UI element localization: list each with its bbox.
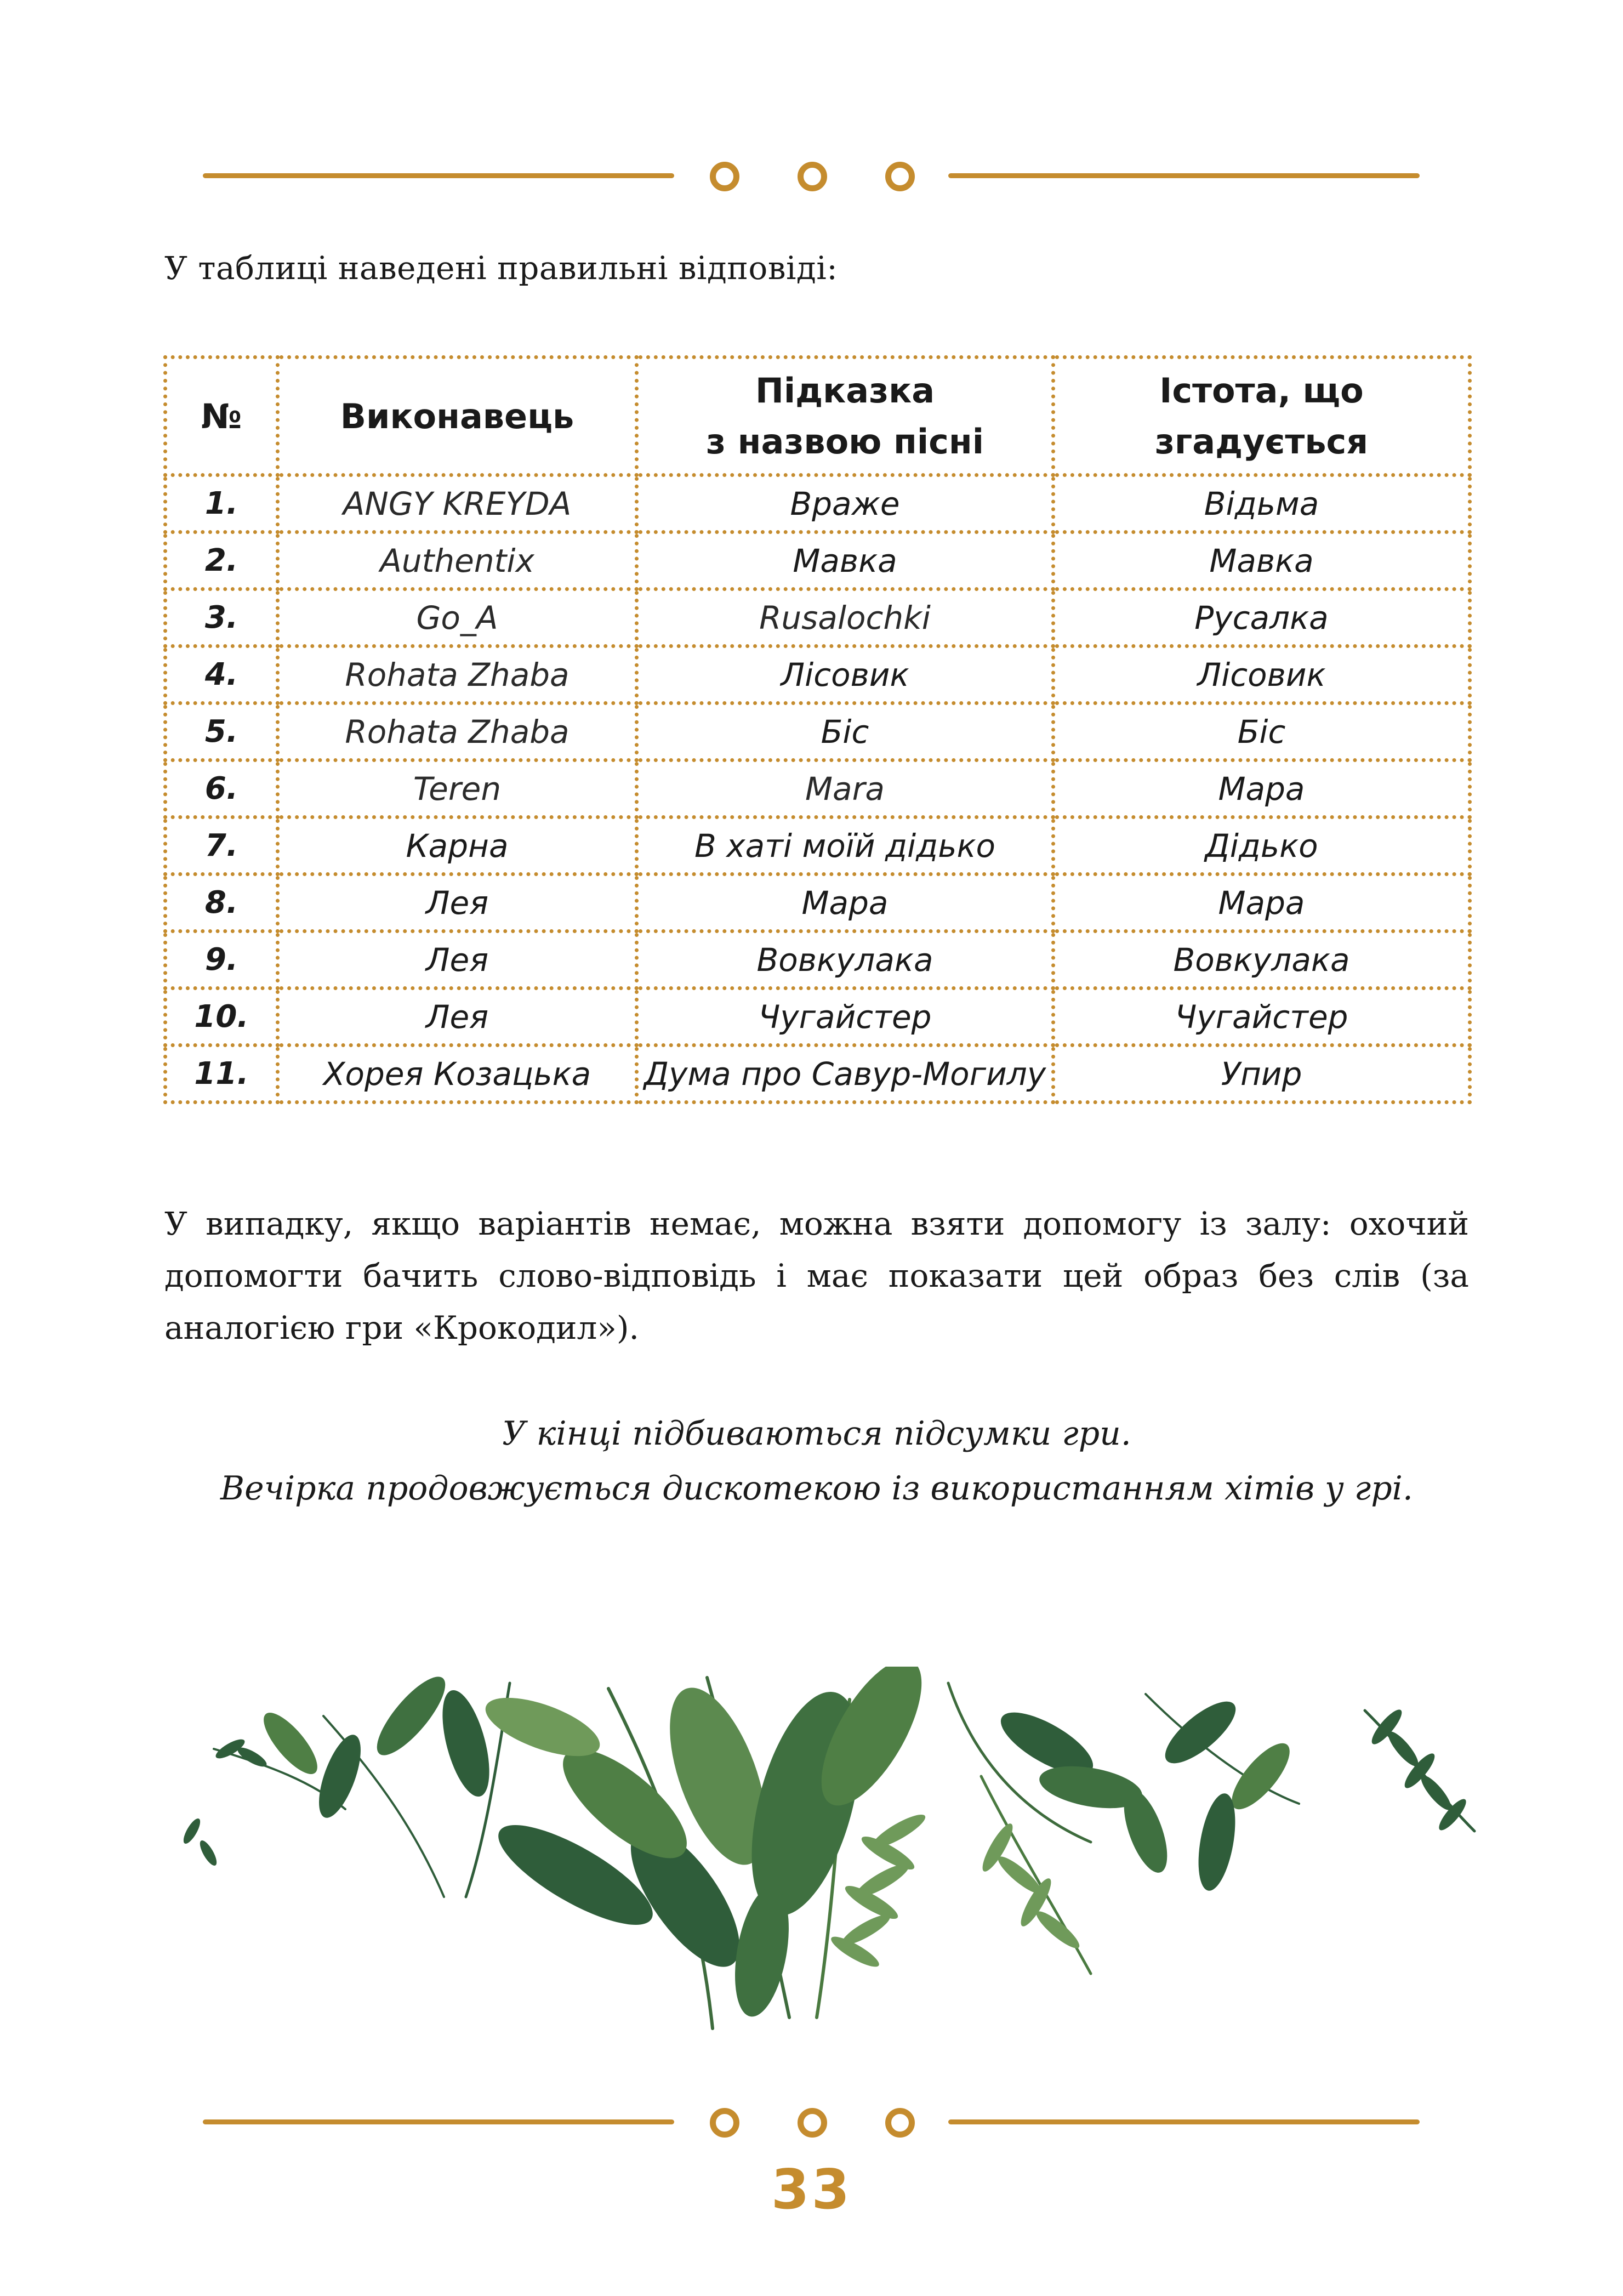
intro-text: У таблиці наведені правильні відповіді: — [164, 249, 838, 287]
row-number: 3. — [166, 589, 278, 646]
row-creature: Мавка — [1053, 532, 1470, 589]
row-song: Вовкулака — [637, 931, 1053, 988]
row-performer: Go_A — [278, 589, 637, 646]
divider-circle — [710, 162, 739, 191]
table-header-row — [166, 357, 1470, 475]
row-creature: Вовкулака — [1053, 931, 1470, 988]
row-performer: Rohata Zhaba — [278, 703, 637, 760]
table-row — [166, 931, 1470, 988]
row-performer: Лея — [278, 874, 637, 931]
divider-circle — [798, 2108, 827, 2138]
table-row — [166, 532, 1470, 589]
table-row — [166, 988, 1470, 1045]
row-creature: Мара — [1053, 760, 1470, 817]
table-row — [166, 646, 1470, 703]
row-song: Rusalochki — [637, 589, 1053, 646]
header-creature-line1: Істота, що — [1159, 371, 1364, 411]
foliage-illustration — [159, 1667, 1485, 2039]
table-row — [166, 475, 1470, 532]
row-song: Біс — [637, 703, 1053, 760]
table-row — [166, 703, 1470, 760]
table-row — [166, 760, 1470, 817]
row-song: В хаті моїй дідько — [637, 817, 1053, 874]
row-number: 11. — [166, 1045, 278, 1102]
bottom-ornament-divider — [203, 2102, 1420, 2141]
header-song-line2: з назвою пісні — [706, 422, 984, 462]
row-creature: Мара — [1053, 874, 1470, 931]
top-ornament-divider — [203, 156, 1420, 195]
row-number: 10. — [166, 988, 278, 1045]
table-row — [166, 874, 1470, 931]
header-song-line1: Підказка — [755, 371, 935, 411]
help-paragraph: У випадку, якщо варіантів немає, можна взяти допомогу із залу: охочий допомогти бачить слово-відповідь і має показати цей образ без слів (за аналогією гри «Крокодил»). — [164, 1205, 1469, 1346]
row-song: Мара — [637, 874, 1053, 931]
divider-circle — [798, 162, 827, 191]
row-number: 4. — [166, 646, 278, 703]
row-number: 6. — [166, 760, 278, 817]
row-song: Враже — [637, 475, 1053, 532]
closing-line-2: Вечірка продовжується дискотекою із використанням хітів у грі. — [220, 1469, 1413, 1508]
row-number: 1. — [166, 475, 278, 532]
header-song — [637, 357, 1053, 475]
row-creature: Відьма — [1053, 475, 1470, 532]
closing-text — [164, 1406, 1469, 1516]
row-song: Мавка — [637, 532, 1053, 589]
answers-table — [163, 355, 1472, 1104]
divider-circle — [885, 162, 915, 191]
row-creature: Упир — [1053, 1045, 1470, 1102]
row-performer: Authentix — [278, 532, 637, 589]
divider-line — [948, 2119, 1420, 2124]
divider-line — [203, 173, 674, 178]
row-number: 8. — [166, 874, 278, 931]
row-number: 7. — [166, 817, 278, 874]
row-creature: Лісовик — [1053, 646, 1470, 703]
row-performer: Лея — [278, 988, 637, 1045]
row-song: Лісовик — [637, 646, 1053, 703]
table-row — [166, 1045, 1470, 1102]
table-row — [166, 589, 1470, 646]
row-performer: ANGY KREYDA — [278, 475, 637, 532]
header-number: № — [166, 357, 278, 475]
header-creature — [1053, 357, 1470, 475]
row-number: 9. — [166, 931, 278, 988]
header-creature-line2: згадується — [1154, 422, 1369, 462]
page-number: 33 — [771, 2157, 852, 2221]
header-performer: Виконавець — [278, 357, 637, 475]
row-number: 2. — [166, 532, 278, 589]
row-creature: Чугайстер — [1053, 988, 1470, 1045]
row-creature: Біс — [1053, 703, 1470, 760]
row-performer: Rohata Zhaba — [278, 646, 637, 703]
table-row — [166, 817, 1470, 874]
row-number: 5. — [166, 703, 278, 760]
row-performer: Лея — [278, 931, 637, 988]
row-creature: Русалка — [1053, 589, 1470, 646]
row-song: Дума про Савур-Могилу — [637, 1045, 1053, 1102]
divider-circle — [710, 2108, 739, 2138]
row-song: Mara — [637, 760, 1053, 817]
row-performer: Teren — [278, 760, 637, 817]
divider-line — [203, 2119, 674, 2124]
row-performer: Хорея Козацька — [278, 1045, 637, 1102]
row-song: Чугайстер — [637, 988, 1053, 1045]
row-performer: Карна — [278, 817, 637, 874]
closing-line-1: У кінці підбиваються підсумки гри. — [502, 1414, 1131, 1453]
divider-circle — [885, 2108, 915, 2138]
row-creature: Дідько — [1053, 817, 1470, 874]
divider-line — [948, 173, 1420, 178]
